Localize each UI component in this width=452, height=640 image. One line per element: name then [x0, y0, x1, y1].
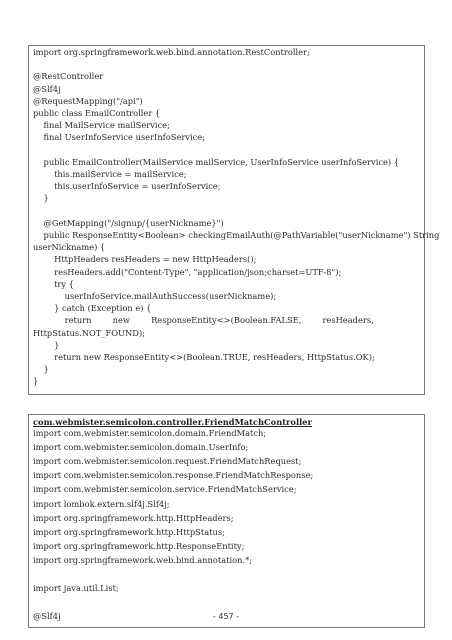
- code-line: public ResponseEntity<Boolean> checkingEmailAuth(@PathVariable("userNickname") String: [33, 230, 440, 240]
- code-line: return new ResponseEntity<>(Boolean.FALSE, resHeaders,: [33, 315, 374, 326]
- code-line: @Slf4j: [33, 611, 61, 622]
- code-line: this.userInfoService = userInfoService;: [33, 181, 221, 192]
- code-line: import org.springframework.http.HttpHeaders;: [33, 512, 234, 523]
- code-line: import com.webmister.semicolon.domain.UserInfo;: [33, 442, 249, 453]
- code-block-email-controller: [28, 45, 440, 395]
- code-line: @GetMapping("/signup/{userNickname}"): [33, 217, 224, 228]
- code-block-title: com.webmister.semicolon.controller.FriendMatchController: [33, 417, 312, 427]
- code-line: import com.webmister.semicolon.service.FriendMatchService;: [33, 484, 297, 495]
- code-line: return new ResponseEntity<>(Boolean.TRUE, resHeaders, HttpStatus.OK);: [33, 352, 375, 362]
- code-line: this.mailService = mailService;: [33, 169, 187, 179]
- code-line: import com.webmister.semicolon.request.FriendMatchRequest;: [33, 456, 302, 467]
- code-line: try {: [33, 278, 75, 289]
- code-line: resHeaders.add("Content-Type", "application/json;charset=UTF-8");: [33, 266, 342, 277]
- code-line: }: [33, 376, 39, 387]
- code-line: import org.springframework.web.bind.annotation.*;: [33, 554, 253, 565]
- code-line: userInfoService.mailAuthSuccess(userNickname);: [33, 291, 277, 301]
- code-line: }: [33, 339, 60, 350]
- code-line: @Slf4j: [33, 83, 61, 94]
- code-line: import com.webmister.semicolon.domain.FriendMatch;: [33, 428, 267, 438]
- code-line: }: [33, 193, 49, 204]
- code-line: import java.util.List;: [33, 583, 119, 594]
- code-line: } catch (Exception e) {: [33, 303, 152, 314]
- code-line: import org.springframework.http.HttpStatus;: [33, 526, 225, 537]
- code-line: public EmailController(MailService mailService, UserInfoService userInfoService) {: [33, 156, 400, 167]
- code-line: import org.springframework.web.bind.annotation.RestController;: [33, 47, 310, 57]
- code-line: HttpStatus.NOT_FOUND);: [33, 327, 145, 338]
- code-line: public class EmailController {: [33, 108, 161, 118]
- code-line: @RequestMapping("/api"): [33, 95, 143, 106]
- code-line: final MailService mailService;: [33, 120, 170, 131]
- code-line: userNickname) {: [33, 242, 106, 253]
- code-line: @RestController: [33, 71, 104, 82]
- code-line: }: [33, 364, 49, 375]
- code-line: import com.webmister.semicolon.response.FriendMatchResponse;: [33, 470, 314, 481]
- code-line: final UserInfoService userInfoService;: [33, 132, 205, 143]
- code-line: HttpHeaders resHeaders = new HttpHeaders();: [33, 254, 257, 265]
- code-line: import lombok.extern.slf4j.Slf4j;: [33, 498, 170, 509]
- code-block-friend-match-controller: [28, 414, 425, 628]
- code-line: import org.springframework.http.ResponseEntity;: [33, 540, 245, 551]
- page-number: - 457 -: [212, 612, 240, 621]
